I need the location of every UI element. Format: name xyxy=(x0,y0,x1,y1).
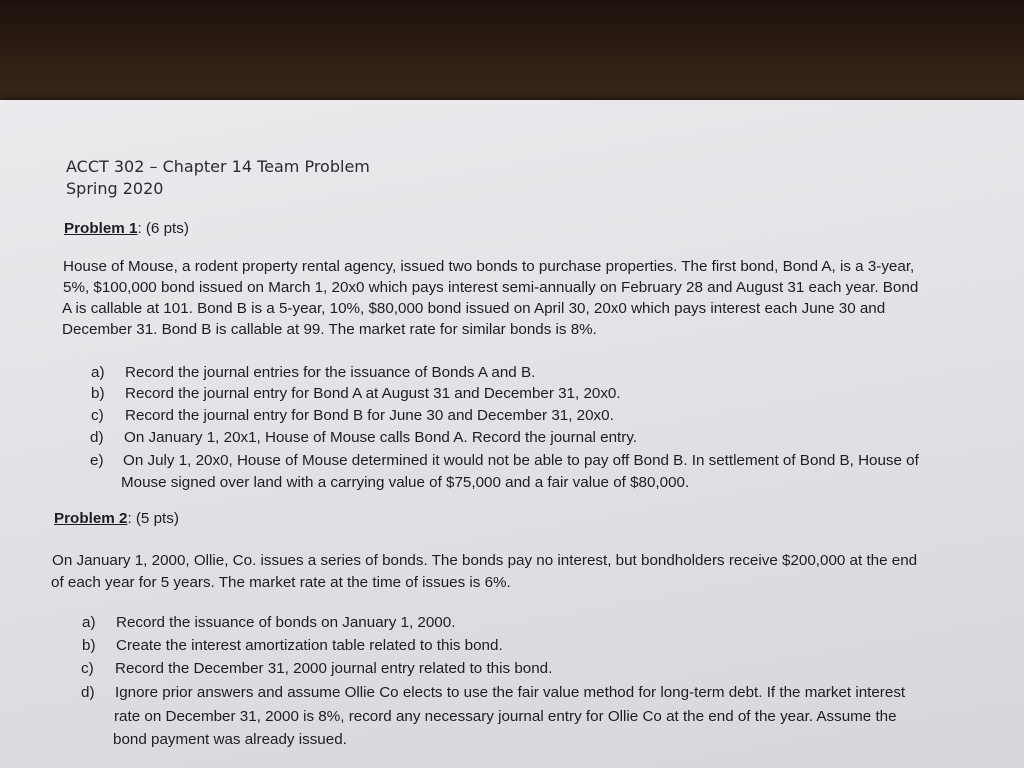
problem2-item-marker: a) xyxy=(82,614,96,631)
problem2-item-text: rate on December 31, 2000 is 8%, record any necessary journal entry for Ollie Co at the end of the year. Assume the xyxy=(114,708,897,725)
problem1-points: : (6 pts) xyxy=(137,220,189,237)
problem1-item-text: Record the journal entry for Bond A at August 31 and December 31, 20x0. xyxy=(125,385,621,402)
problem2-heading xyxy=(54,510,179,528)
problem1-item-text: Record the journal entry for Bond B for June 30 and December 31, 20x0. xyxy=(125,407,614,424)
problem2-item-text: Record the December 31, 2000 journal entry related to this bond. xyxy=(115,660,553,677)
problem1-body-line: A is callable at 101. Bond B is a 5-year, 10%, $80,000 bond issued on April 30, 20x0 which pays interest each June 30 and xyxy=(62,300,886,317)
problem2-item-text: Record the issuance of bonds on January 1, 2000. xyxy=(116,614,456,631)
problem1-item-text: On January 1, 20x1, House of Mouse calls Bond A. Record the journal entry. xyxy=(124,429,637,446)
problem1-body-line: December 31. Bond B is callable at 99. The market rate for similar bonds is 8%. xyxy=(62,321,597,338)
problem1-item-text: On July 1, 20x0, House of Mouse determined it would not be able to pay off Bond B. In settlement of Bond B, House of xyxy=(123,452,919,469)
problem1-heading xyxy=(64,220,189,238)
problem1-item-marker: a) xyxy=(91,364,105,381)
problem2-body-line: On January 1, 2000, Ollie, Co. issues a series of bonds. The bonds pay no interest, but bondholders receive $200,000 at the end xyxy=(52,552,918,569)
term-label: Spring 2020 xyxy=(66,179,164,198)
problem1-item-marker: c) xyxy=(91,407,104,424)
problem2-item-marker: d) xyxy=(81,684,95,701)
problem2-item-text: bond payment was already issued. xyxy=(113,731,347,748)
problem2-points: : (5 pts) xyxy=(127,510,179,527)
problem1-label: Problem 1 xyxy=(64,220,138,237)
problem2-label: Problem 2 xyxy=(54,510,128,527)
course-title: ACCT 302 – Chapter 14 Team Problem xyxy=(66,157,370,176)
problem1-item-marker: b) xyxy=(91,385,105,402)
problem1-item-text: Record the journal entries for the issuance of Bonds A and B. xyxy=(125,364,536,381)
problem1-body-line: House of Mouse, a rodent property rental agency, issued two bonds to purchase properties. The first bond, Bond A, is a 3-year, xyxy=(63,258,915,275)
problem1-item-marker: e) xyxy=(90,452,104,469)
problem2-item-marker: b) xyxy=(82,637,96,654)
problem2-item-text: Ignore prior answers and assume Ollie Co elects to use the fair value method for long-term debt. If the market interest xyxy=(115,684,906,701)
problem1-item-text: Mouse signed over land with a carrying value of $75,000 and a fair value of $80,000. xyxy=(121,474,690,491)
problem2-body-line: of each year for 5 years. The market rate at the time of issues is 6%. xyxy=(51,574,511,591)
problem2-item-text: Create the interest amortization table related to this bond. xyxy=(116,637,503,654)
problem1-body-line: 5%, $100,000 bond issued on March 1, 20x0 which pays interest semi-annually on February 28 and August 31 each year. Bond xyxy=(63,279,919,296)
problem2-item-marker: c) xyxy=(81,660,94,677)
problem1-item-marker: d) xyxy=(90,429,104,446)
